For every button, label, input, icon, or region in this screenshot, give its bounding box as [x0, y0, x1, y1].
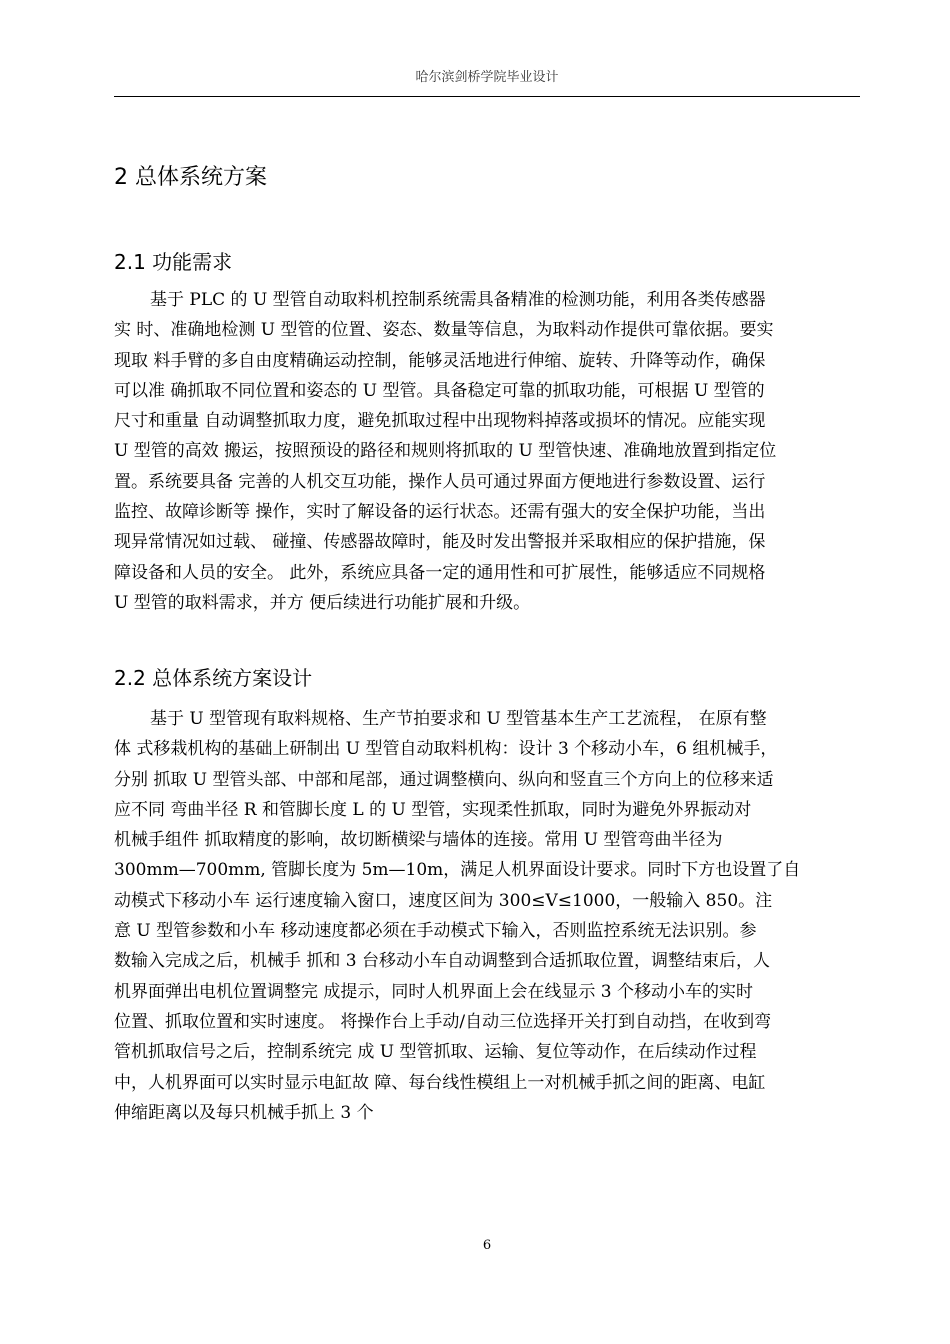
text-line: 管机抓取信号之后，控制系统完 成 U 型管抓取、运输、复位等动作，在后续动作过程 [114, 1042, 757, 1063]
text-line: 应不同 弯曲半径 R 和管脚长度 L 的 U 型管，实现柔性抓取，同时为避免外界振动对 [114, 799, 752, 820]
text-line: 伸缩距离以及每只机械手抓上 3 个 [114, 1102, 374, 1123]
text-line: 基于 PLC 的 U 型管自动取料机控制系统需具备精准的检测功能，利用各类传感器 [150, 290, 766, 310]
text-line: 体 式移栽机构的基础上研制出 U 型管自动取料机构：设计 3 个移动小车，6 组机械手， [114, 739, 778, 760]
paragraph-system-design [114, 704, 860, 1128]
text-line: 分别 抓取 U 型管头部、中部和尾部，通过调整横向、纵向和竖直三个方向上的位移来适 [114, 769, 774, 790]
text-line: 机界面弹出电机位置调整完 成提示，同时人机界面上会在线显示 3 个移动小车的实时 [114, 981, 754, 1002]
text-line: 置。系统要具备 完善的人机交互功能，操作人员可通过界面方便地进行参数设置、运行 [114, 471, 766, 492]
section-title-system-design: 2.2 总体系统方案设计 [114, 666, 313, 690]
text-line: 意 U 型管参数和小车 移动速度都必须在手动模式下输入，否则监控系统无法识别。参 [114, 921, 757, 942]
text-line: 机械手组件 抓取精度的影响，故切断横梁与墙体的连接。常用 U 型管弯曲半径为 [114, 830, 723, 851]
paragraph-function-requirements [114, 285, 860, 618]
text-line: 中，人机界面可以实时显示电缸故 障、每台线性模组上一对机械手抓之间的距离、电缸 [114, 1072, 766, 1093]
header-divider [114, 96, 860, 97]
text-line: 现异常情况如过载、 碰撞、传感器故障时，能及时发出警报并采取相应的保护措施，保 [114, 532, 766, 553]
section-title-function-requirements: 2.1 功能需求 [114, 250, 233, 274]
text-line: 监控、故障诊断等 操作，实时了解设备的运行状态。还需有强大的安全保护功能，当出 [114, 502, 766, 523]
text-line: 基于 U 型管现有取料规格、生产节拍要求和 U 型管基本生产工艺流程， 在原有整 [150, 709, 767, 729]
text-line: 实 时、准确地检测 U 型管的位置、姿态、数量等信息，为取料动作提供可靠依据。要实 [114, 320, 774, 341]
text-line: U 型管的高效 搬运，按照预设的路径和规则将抓取的 U 型管快速、准确地放置到指定位 [114, 441, 777, 462]
text-line: 尺寸和重量 自动调整抓取力度，避免抓取过程中出现物料掉落或损坏的情况。应能实现 [114, 411, 766, 432]
text-line: U 型管的取料需求，并方 便后续进行功能扩展和升级。 [114, 592, 531, 613]
page-number: 6 [482, 1238, 492, 1253]
text-line: 位置、抓取位置和实时速度。 将操作台上手动/自动三位选择开关打到自动挡，在收到弯 [114, 1011, 772, 1032]
running-header: 哈尔滨剑桥学院毕业设计 [415, 70, 559, 85]
text-line: 数输入完成之后，机械手 抓和 3 台移动小车自动调整到合适抓取位置，调整结束后，人 [114, 951, 771, 972]
text-line: 300mm—700mm, 管脚长度为 5m—10m，满足人机界面设计要求。同时下方也设置了自 [114, 860, 801, 881]
text-line: 现取 料手臂的多自由度精确运动控制，能够灵活地进行伸缩、旋转、升降等动作，确保 [114, 350, 766, 371]
text-line: 障设备和人员的安全。 此外，系统应具备一定的通用性和可扩展性，能够适应不同规格 [114, 562, 766, 583]
chapter-title: 2 总体系统方案 [114, 165, 267, 190]
text-line: 可以准 确抓取不同位置和姿态的 U 型管。具备稳定可靠的抓取功能，可根据 U 型管的 [114, 380, 765, 401]
text-line: 动模式下移动小车 运行速度输入窗口，速度区间为 300≤V≤1000，一般输入 850。注 [114, 890, 773, 911]
